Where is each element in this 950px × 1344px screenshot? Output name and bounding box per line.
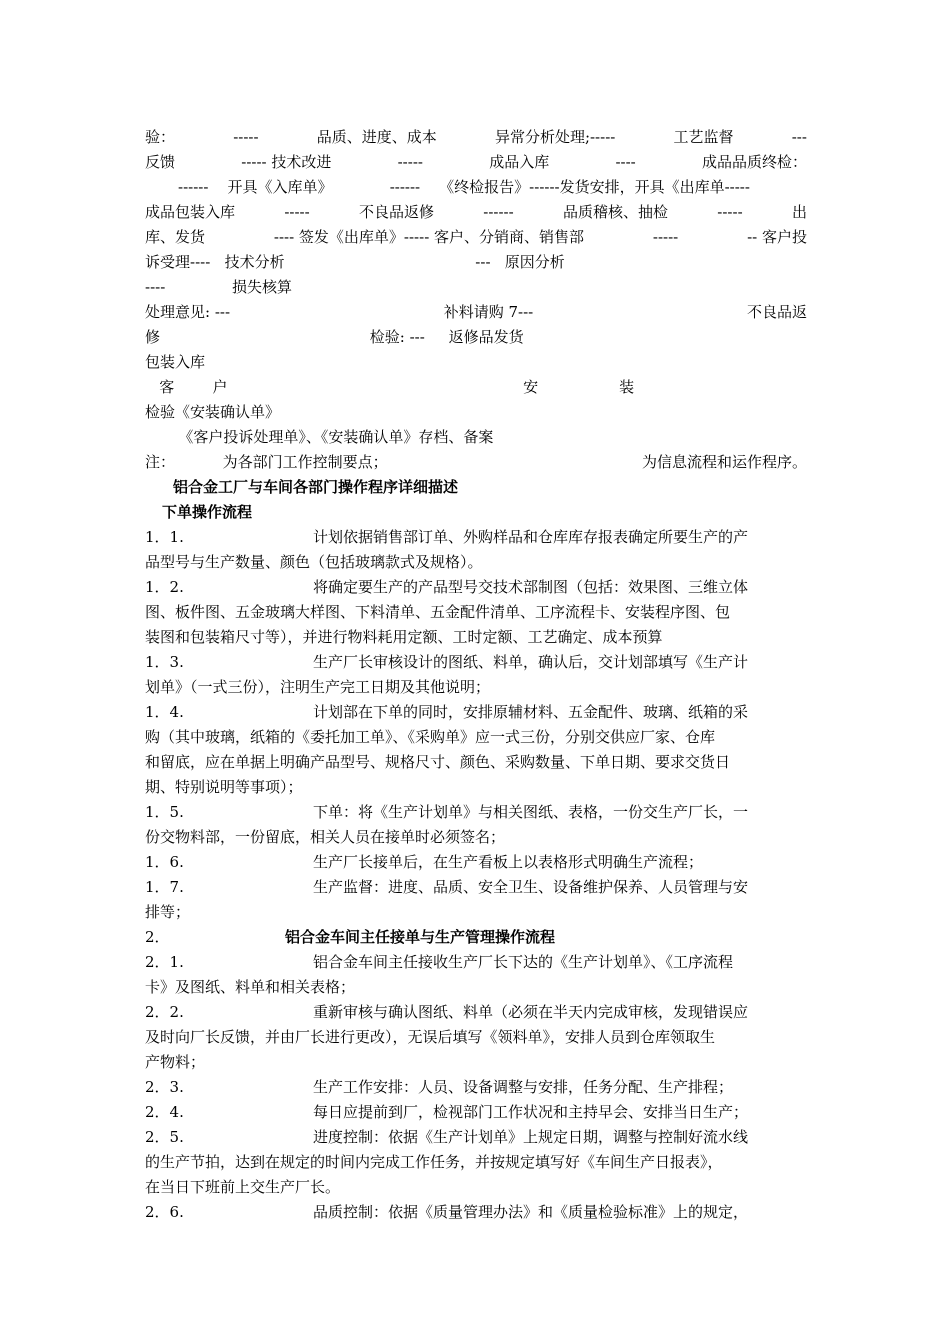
flow-line-7: ---- 损失核算 (145, 278, 293, 296)
para-1-2-cont: 装图和包装箱尺寸等），并进行物料耗用定额、工时定额、工艺确定、成本预算 (145, 628, 663, 646)
flow-text: 品质、进度、成本 (316, 128, 437, 146)
para-text: 将确定要生产的产品型号交技术部制图（包括：效果图、三维立体 (313, 578, 749, 596)
flow-text: 验： (145, 128, 176, 146)
section-2-heading (145, 925, 807, 950)
para-1-5-cont: 份交物料部，一份留底，相关人员在接单时必须签名； (145, 828, 506, 846)
para-1-5 (145, 800, 807, 825)
para-2-1-cont: 卡》及图纸、料单和相关表格； (145, 978, 356, 996)
flow-line-1 (145, 125, 807, 150)
note-text: 注： 为各部门工作控制要点； (145, 453, 388, 471)
flow-text: 品质稽核、抽检 (562, 203, 668, 221)
para-1-4 (145, 700, 807, 725)
para-text: 计划依据销售部订单、外购样品和仓库库存报表确定所要生产的产 (313, 528, 749, 546)
para-number: 1．1. (145, 528, 184, 546)
flow-line-12: 检验《安装确认单》 (145, 403, 281, 421)
flow-text: 库、发货 (145, 228, 206, 246)
para-text: 生产厂长审核设计的图纸、料单，确认后，交计划部填写《生产计 (313, 653, 749, 671)
para-2-2 (145, 1000, 807, 1025)
flow-text: ----- 技术改进 (241, 153, 332, 171)
para-number: 1．2. (145, 578, 184, 596)
para-number: 1．4. (145, 703, 184, 721)
flow-text: ----- (397, 153, 423, 171)
flow-note (145, 450, 807, 475)
para-number: 2．5. (145, 1128, 184, 1146)
para-1-4-cont: 购（其中玻璃，纸箱的《委托加工单》、《采购单》应一式三份，分别交供应厂家、仓库 (145, 728, 716, 746)
doc-title: 铝合金工厂与车间各部门操作程序详细描述 (173, 478, 459, 496)
para-1-7 (145, 875, 807, 900)
flow-text: 出 (791, 203, 807, 221)
flow-text: 成品品质终检： (701, 153, 807, 171)
para-number: 1．3. (145, 653, 184, 671)
section-1-heading: 下单操作流程 (162, 503, 253, 521)
flow-text: 不良品返 (746, 303, 807, 321)
para-1-4-cont: 和留底，应在单据上明确产品型号、规格尺寸、颜色、采购数量、下单日期、要求交货日 (145, 753, 731, 771)
para-number: 2．3. (145, 1078, 184, 1096)
para-2-1 (145, 950, 807, 975)
flow-text: 处理意见: --- (145, 303, 231, 321)
para-1-4-cont: 期、特别说明等事项）； (145, 778, 303, 796)
para-text: 生产监督：进度、品质、安全卫生、设备维护保养、人员管理与安 (313, 878, 749, 896)
flow-line-10: 包装入库 (145, 353, 206, 371)
flow-line-5 (145, 225, 807, 250)
para-2-5 (145, 1125, 807, 1150)
para-2-5-cont: 的生产节拍，达到在规定的时间内完成工作任务，并按规定填写好《车间生产日报表》， (145, 1153, 723, 1171)
para-number: 1．6. (145, 853, 184, 871)
para-text: 生产工作安排：人员、设备调整与安排，任务分配、生产排程； (313, 1078, 734, 1096)
flow-text: 成品入库 (489, 153, 550, 171)
flow-text: 成品包装入库 (145, 203, 236, 221)
para-number: 1．5. (145, 803, 184, 821)
flow-text: ------ (483, 203, 514, 221)
para-2-6 (145, 1200, 807, 1225)
flow-text: 补料请购 7--- (443, 303, 534, 321)
para-text: 每日应提前到厂，检视部门工作状况和主持早会、安排当日生产； (313, 1103, 749, 1121)
para-2-3 (145, 1075, 807, 1100)
para-text: 品质控制：依据《质量管理办法》和《质量检验标准》上的规定， (313, 1203, 749, 1221)
flow-line-13: 《客户投诉处理单》、《安装确认单》存档、备案 (145, 428, 494, 446)
para-text: 铝合金车间主任接收生产厂长下达的《生产计划单》、《工序流程 (313, 953, 734, 971)
flow-text: ----- (652, 228, 679, 246)
flow-text: ---- (615, 153, 636, 171)
flow-line-11: 客 户 安 装 (145, 378, 635, 396)
para-text: 下单：将《生产计划单》与相关图纸、表格，一份交生产厂长，一 (313, 803, 749, 821)
section-title: 铝合金车间主任接单与生产管理操作流程 (285, 928, 556, 946)
para-text: 进度控制：依据《生产计划单》上规定日期，调整与控制好流水线 (313, 1128, 749, 1146)
para-text: 生产厂长接单后，在生产看板上以表格形式明确生产流程； (313, 853, 704, 871)
para-number: 1．7. (145, 878, 184, 896)
flow-text: 异常分析处理;----- (494, 128, 616, 146)
flow-line-9: 修 检验: --- 返修品发货 (145, 328, 524, 346)
para-1-3 (145, 650, 807, 675)
flow-text: -- 客户投 (747, 228, 807, 246)
flow-line-3: ------ 开具《入库单》 ------ 《终检报告》------发货安排，开具《出库单----- (178, 178, 750, 196)
flow-text: ----- (717, 203, 743, 221)
section-number: 2． (145, 928, 170, 946)
para-text: 计划部在下单的同时，安排原辅材料、五金配件、玻璃、纸箱的采 (313, 703, 749, 721)
flow-text: ----- (233, 128, 259, 146)
para-1-7-cont: 排等； (145, 903, 191, 921)
para-number: 2．2. (145, 1003, 184, 1021)
flow-text: --- (791, 128, 807, 146)
para-2-2-cont: 产物料； (145, 1053, 206, 1071)
flow-text: 不良品返修 (358, 203, 434, 221)
para-number: 2．4. (145, 1103, 184, 1121)
flow-text: 反馈 (145, 153, 176, 171)
flow-line-2 (145, 150, 807, 175)
para-1-6 (145, 850, 807, 875)
para-number: 2．6. (145, 1203, 184, 1221)
flow-text: ----- (284, 203, 310, 221)
flow-text: ---- 签发《出库单》----- 客户、分销商、销售部 (273, 228, 585, 246)
flow-line-6: 诉受理---- 技术分析 --- 原因分析 (145, 253, 565, 271)
para-1-1-cont: 品型号与生产数量、颜色（包括玻璃款式及规格）。 (145, 553, 483, 571)
para-1-3-cont: 划单》（一式三份），注明生产完工日期及其他说明； (145, 678, 491, 696)
note-text: 为信息流程和运作程序。 (641, 453, 807, 471)
para-2-4 (145, 1100, 807, 1125)
para-number: 2．1. (145, 953, 184, 971)
para-2-2-cont: 及时向厂长反馈，并由厂长进行更改），无误后填写《领料单》，安排人员到仓库领取生 (145, 1028, 716, 1046)
para-text: 重新审核与确认图纸、料单（必须在半天内完成审核，发现错误应 (313, 1003, 749, 1021)
para-2-5-cont: 在当日下班前上交生产厂长。 (145, 1178, 341, 1196)
para-1-1 (145, 525, 807, 550)
para-1-2-cont: 图、板件图、五金玻璃大样图、下料清单、五金配件清单、工序流程卡、安装程序图、包 (145, 603, 731, 621)
para-1-2 (145, 575, 807, 600)
flow-line-8 (145, 300, 807, 325)
flow-line-4 (145, 200, 807, 225)
flow-text: 工艺监督 (673, 128, 734, 146)
